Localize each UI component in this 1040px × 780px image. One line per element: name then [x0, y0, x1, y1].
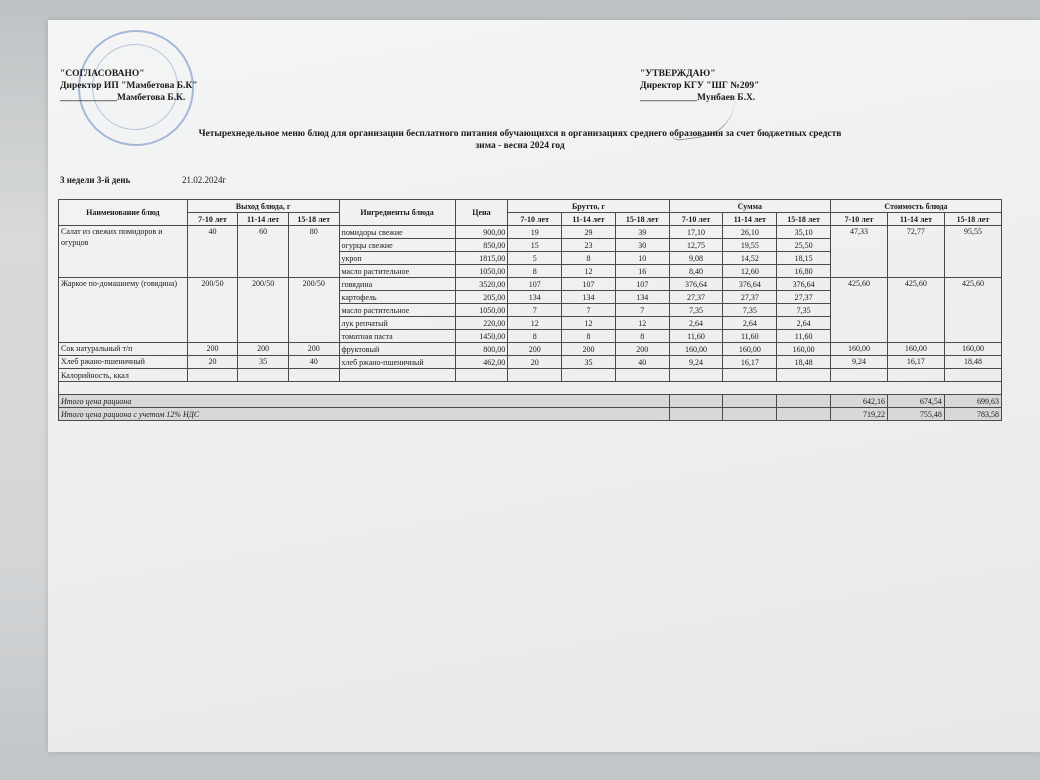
date-label: 21.02.2024г — [182, 175, 227, 185]
dish-name: Салат из свежих помидоров и огурцов — [59, 226, 188, 278]
header-brutto-age-3: 15-18 лет — [615, 213, 669, 226]
header-dish: Наименование блюд — [59, 200, 188, 226]
dish-cost: 72,77 — [887, 226, 944, 278]
ingredient-price: 1450,00 — [455, 330, 508, 343]
empty-cell — [944, 369, 1001, 382]
header-output: Выход блюда, г — [187, 200, 339, 213]
ingredient-sum: 376,64 — [777, 278, 831, 291]
ingredient-sum: 160,00 — [777, 343, 831, 356]
empty-cell — [562, 369, 616, 382]
ingredient-sum: 12,75 — [669, 239, 723, 252]
ingredient-sum: 27,37 — [777, 291, 831, 304]
header-brutto-age-2: 11-14 лет — [562, 213, 616, 226]
ingredient-sum: 2,64 — [723, 317, 777, 330]
ingredient-brutto: 200 — [562, 343, 616, 356]
empty-cell — [777, 408, 831, 421]
empty-cell — [339, 369, 455, 382]
ingredient-brutto: 107 — [508, 278, 562, 291]
empty-cell — [238, 369, 289, 382]
dish-output: 40 — [288, 356, 339, 369]
header-cost-age-2: 11-14 лет — [887, 213, 944, 226]
total-vat-row — [59, 408, 1002, 421]
ingredient-name: томатная паста — [339, 330, 455, 343]
ingredient-brutto: 200 — [508, 343, 562, 356]
ingredient-brutto: 8 — [562, 252, 616, 265]
ingredient-brutto: 15 — [508, 239, 562, 252]
approval-left-position: Директор ИП "Мамбетова Б.К" — [60, 81, 198, 91]
ingredient-brutto: 8 — [508, 265, 562, 278]
ingredient-sum: 2,64 — [777, 317, 831, 330]
ingredient-brutto: 12 — [615, 317, 669, 330]
ingredient-sum: 17,10 — [669, 226, 723, 239]
approval-right-signature-line: ____________Мунбаев Б.Х. — [640, 93, 756, 103]
header-output-age-1: 7-10 лет — [187, 213, 238, 226]
approval-right-title: "УТВЕРЖДАЮ" — [640, 69, 716, 79]
ingredient-sum: 16,80 — [777, 265, 831, 278]
header-brutto: Брутто, г — [508, 200, 669, 213]
dish-output: 20 — [187, 356, 238, 369]
ingredient-brutto: 35 — [562, 356, 616, 369]
empty-cell — [723, 369, 777, 382]
empty-cell — [615, 369, 669, 382]
ingredient-price: 850,00 — [455, 239, 508, 252]
total-vat-row-label: Итого цена рациона с учетом 12% НДС — [59, 408, 670, 421]
ingredient-brutto: 107 — [615, 278, 669, 291]
ingredient-sum: 376,64 — [669, 278, 723, 291]
ingredient-name: огурцы свежие — [339, 239, 455, 252]
empty-cell — [669, 369, 723, 382]
ingredient-name: лук репчатый — [339, 317, 455, 330]
ingredient-sum: 27,37 — [723, 291, 777, 304]
dish-cost: 95,55 — [944, 226, 1001, 278]
ingredient-sum: 160,00 — [669, 343, 723, 356]
ingredient-sum: 18,48 — [777, 356, 831, 369]
ingredient-brutto: 8 — [562, 330, 616, 343]
dish-output: 35 — [238, 356, 289, 369]
approval-right-position: Директор КГУ "ШГ №209" — [640, 81, 760, 91]
dish-output: 40 — [187, 226, 238, 278]
dish-cost: 16,17 — [887, 356, 944, 369]
ingredient-sum: 35,10 — [777, 226, 831, 239]
ingredient-sum: 9,24 — [669, 356, 723, 369]
header-cost: Стоимость блюда — [830, 200, 1001, 213]
document-title — [60, 128, 980, 152]
ingredient-brutto: 12 — [508, 317, 562, 330]
empty-cell — [508, 369, 562, 382]
total-vat-row-value: 719,22 — [830, 408, 887, 421]
ingredient-brutto: 8 — [508, 330, 562, 343]
ingredient-brutto: 12 — [562, 317, 616, 330]
empty-cell — [669, 408, 723, 421]
title-line-2: зима - весна 2024 год — [475, 141, 565, 151]
header-output-age-2: 11-14 лет — [238, 213, 289, 226]
ingredient-sum: 160,00 — [723, 343, 777, 356]
ingredient-sum: 7,35 — [777, 304, 831, 317]
calorie-label: Калорийность, ккал — [59, 369, 188, 382]
dish-output: 200 — [288, 343, 339, 356]
empty-cell — [59, 382, 1002, 395]
ingredient-name: хлеб ржано-пшеничный — [339, 356, 455, 369]
ingredient-name: масло растительное — [339, 265, 455, 278]
dish-cost: 425,60 — [830, 278, 887, 343]
approval-left-title: "СОГЛАСОВАНО" — [60, 69, 145, 79]
dish-cost: 160,00 — [944, 343, 1001, 356]
ingredient-sum: 2,64 — [669, 317, 723, 330]
total-row-value: 642,16 — [830, 395, 887, 408]
dish-name: Жаркое по-домашнему (говядина) — [59, 278, 188, 343]
dish-name: Хлеб ржано-пшеничный — [59, 356, 188, 369]
ingredient-price: 1050,00 — [455, 265, 508, 278]
ingredient-price: 1815,00 — [455, 252, 508, 265]
ingredient-brutto: 134 — [508, 291, 562, 304]
ingredient-name: укроп — [339, 252, 455, 265]
ingredient-price: 220,00 — [455, 317, 508, 330]
header-brutto-age-1: 7-10 лет — [508, 213, 562, 226]
ingredient-brutto: 40 — [615, 356, 669, 369]
ingredient-name: масло растительное — [339, 304, 455, 317]
ingredient-price: 3520,00 — [455, 278, 508, 291]
ingredient-brutto: 29 — [562, 226, 616, 239]
header-ingredients: Ингредиенты блюда — [339, 200, 455, 226]
ingredient-sum: 11,60 — [777, 330, 831, 343]
dish-cost: 18,48 — [944, 356, 1001, 369]
header-cost-age-1: 7-10 лет — [830, 213, 887, 226]
ingredient-brutto: 5 — [508, 252, 562, 265]
ingredient-price: 462,00 — [455, 356, 508, 369]
ingredient-sum: 18,15 — [777, 252, 831, 265]
dish-output: 200 — [187, 343, 238, 356]
ingredient-brutto: 16 — [615, 265, 669, 278]
dish-output: 200/50 — [187, 278, 238, 343]
dish-name: Сок натуральный т/п — [59, 343, 188, 356]
ingredient-price: 1050,00 — [455, 304, 508, 317]
ingredient-sum: 11,60 — [669, 330, 723, 343]
ingredient-brutto: 134 — [562, 291, 616, 304]
table-row — [59, 226, 1002, 239]
ingredient-sum: 25,50 — [777, 239, 831, 252]
ingredient-brutto: 107 — [562, 278, 616, 291]
empty-cell — [830, 369, 887, 382]
total-row-label: Итого цена рациона — [59, 395, 670, 408]
total-vat-row-value: 755,48 — [887, 408, 944, 421]
dish-cost: 160,00 — [887, 343, 944, 356]
ingredient-brutto: 7 — [562, 304, 616, 317]
approval-right — [640, 68, 759, 104]
dish-output: 200 — [238, 343, 289, 356]
ingredient-sum: 27,37 — [669, 291, 723, 304]
header-sum-age-3: 15-18 лет — [777, 213, 831, 226]
dish-cost: 47,33 — [830, 226, 887, 278]
ingredient-sum: 8,40 — [669, 265, 723, 278]
ingredient-brutto: 134 — [615, 291, 669, 304]
ingredient-sum: 376,64 — [723, 278, 777, 291]
header-price: Цена — [455, 200, 508, 226]
empty-cell — [777, 395, 831, 408]
ingredient-price: 205,00 — [455, 291, 508, 304]
ingredient-name: фруктовый — [339, 343, 455, 356]
total-row-value: 674,54 — [887, 395, 944, 408]
empty-cell — [187, 369, 238, 382]
ingredient-brutto: 7 — [508, 304, 562, 317]
ingredient-price: 900,00 — [455, 226, 508, 239]
dish-cost: 425,60 — [887, 278, 944, 343]
dish-output: 80 — [288, 226, 339, 278]
empty-cell — [669, 395, 723, 408]
header-cost-age-3: 15-18 лет — [944, 213, 1001, 226]
ingredient-sum: 14,52 — [723, 252, 777, 265]
ingredient-name: картофель — [339, 291, 455, 304]
total-vat-row-value: 783,58 — [944, 408, 1001, 421]
ingredient-sum: 26,10 — [723, 226, 777, 239]
table-row — [59, 343, 1002, 356]
dish-cost: 160,00 — [830, 343, 887, 356]
dish-output: 60 — [238, 226, 289, 278]
header-sum: Сумма — [669, 200, 830, 213]
ingredient-sum: 7,35 — [723, 304, 777, 317]
empty-cell — [288, 369, 339, 382]
ingredient-brutto: 10 — [615, 252, 669, 265]
ingredient-brutto: 200 — [615, 343, 669, 356]
ingredient-brutto: 19 — [508, 226, 562, 239]
ingredient-brutto: 20 — [508, 356, 562, 369]
table-row — [59, 356, 1002, 369]
header-sum-age-2: 11-14 лет — [723, 213, 777, 226]
calorie-row — [59, 369, 1002, 382]
ingredient-brutto: 23 — [562, 239, 616, 252]
approval-left-signature-line: ____________Мамбетова Б.К. — [60, 93, 186, 103]
dish-output: 200/50 — [288, 278, 339, 343]
ingredient-price: 800,00 — [455, 343, 508, 356]
header-output-age-3: 15-18 лет — [288, 213, 339, 226]
blank-row — [59, 382, 1002, 395]
ingredient-name: говядина — [339, 278, 455, 291]
ingredient-sum: 11,60 — [723, 330, 777, 343]
ingredient-sum: 7,35 — [669, 304, 723, 317]
ingredient-sum: 19,55 — [723, 239, 777, 252]
empty-cell — [723, 395, 777, 408]
dish-cost: 9,24 — [830, 356, 887, 369]
ingredient-sum: 16,17 — [723, 356, 777, 369]
ingredient-brutto: 30 — [615, 239, 669, 252]
empty-cell — [723, 408, 777, 421]
empty-cell — [455, 369, 508, 382]
total-row-value: 699,63 — [944, 395, 1001, 408]
ingredient-brutto: 12 — [562, 265, 616, 278]
empty-cell — [777, 369, 831, 382]
menu-table — [58, 199, 1002, 421]
header-sum-age-1: 7-10 лет — [669, 213, 723, 226]
ingredient-brutto: 8 — [615, 330, 669, 343]
table-row — [59, 278, 1002, 291]
approval-left — [60, 68, 198, 104]
ingredient-brutto: 39 — [615, 226, 669, 239]
dish-cost: 425,60 — [944, 278, 1001, 343]
dish-output: 200/50 — [238, 278, 289, 343]
title-line-1: Четырехнедельное меню блюд для организации бесплатного питания обучающихся в организациях среднего образования за счет бюджетных средств — [198, 129, 842, 139]
ingredient-name: помидоры свежие — [339, 226, 455, 239]
total-row — [59, 395, 1002, 408]
ingredient-brutto: 7 — [615, 304, 669, 317]
ingredient-sum: 9,08 — [669, 252, 723, 265]
ingredient-sum: 12,60 — [723, 265, 777, 278]
week-label: 3 недели 3-й день — [60, 175, 131, 185]
empty-cell — [887, 369, 944, 382]
